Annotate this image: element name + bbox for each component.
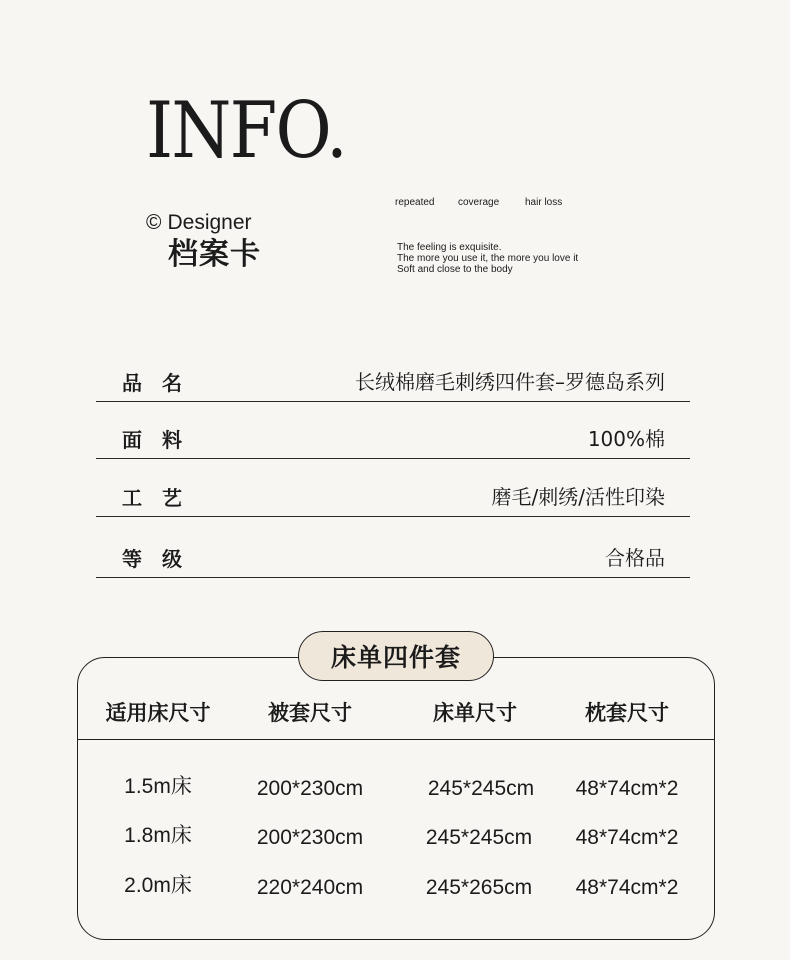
tag-repeated: repeated (395, 197, 435, 208)
tagline-line-2: The more you use it, the more you love it (397, 253, 579, 264)
table-cell: 245*245cm (427, 777, 535, 800)
spec-row-grade (96, 521, 690, 578)
archive-title: 档案卡 (168, 237, 261, 272)
designer-label: Designer (167, 211, 252, 234)
spec-value: 合格品 (605, 546, 665, 570)
spec-label: 等级 (122, 547, 202, 571)
tagline-line-3: Soft and close to the body (397, 264, 513, 275)
tagline-line-1: The feeling is exquisite. (397, 242, 502, 253)
table-cell: 245*265cm (425, 876, 533, 899)
table-cell: 200*230cm (256, 777, 364, 800)
spec-label: 工艺 (122, 486, 202, 510)
spec-label: 面料 (122, 428, 202, 452)
table-cell: 220*240cm (256, 876, 364, 899)
table-divider (77, 739, 715, 740)
copyright-symbol: © (146, 211, 162, 234)
table-cell: 245*245cm (425, 826, 533, 849)
designer-line (146, 212, 252, 233)
spec-row-product-name (96, 345, 690, 402)
table-cell: 1.5m床 (124, 775, 192, 798)
spec-row-process (96, 460, 690, 517)
tag-hair-loss: hair loss (525, 197, 563, 208)
spec-row-fabric (96, 402, 690, 459)
spec-value: 长绒棉磨毛刺绣四件套–罗德岛系列 (355, 370, 665, 394)
tag-coverage: coverage (458, 197, 500, 208)
column-header-pillowcase-size: 枕套尺寸 (585, 701, 669, 725)
table-cell: 1.8m床 (124, 824, 192, 847)
table-cell: 48*74cm*2 (575, 826, 679, 849)
spec-value: 100%棉 (587, 427, 665, 451)
table-cell: 2.0m床 (124, 874, 192, 897)
spec-value: 磨毛/刺绣/活性印染 (491, 485, 665, 509)
tagline (397, 242, 578, 275)
table-cell: 48*74cm*2 (575, 876, 679, 899)
column-header-duvet-size: 被套尺寸 (268, 701, 352, 725)
table-cell: 48*74cm*2 (575, 777, 679, 800)
table-cell: 200*230cm (256, 826, 364, 849)
column-header-sheet-size: 床单尺寸 (433, 701, 517, 725)
info-title: INFO. (146, 86, 347, 176)
column-header-bed-size: 适用床尺寸 (105, 701, 211, 725)
table-badge: 床单四件套 (298, 631, 494, 681)
spec-label: 品名 (122, 371, 202, 395)
